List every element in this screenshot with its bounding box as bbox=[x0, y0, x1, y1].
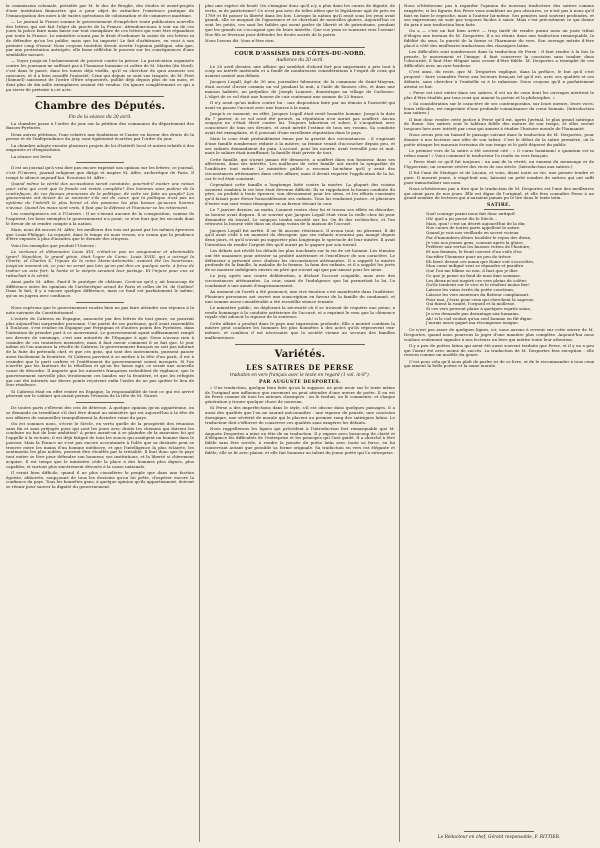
section-divider bbox=[235, 344, 365, 345]
verse-line: Par d'innombres désirs troubler le repos des dieux, bbox=[426, 234, 532, 240]
verse-line: Quel courage parmi nous fait donc antiqué! bbox=[426, 211, 516, 217]
paragraph: Il est un journal qu'à vrai dire pas encore exprimé son opinion sur les lettres; ce journal, c'est l'Univers, journal religieux que dirige et inspire M. Affre, archevêque de Paris. Il rompt le silence aujourd'hui. Écoutons M. Affre : bbox=[6, 165, 194, 180]
article-author: PAR AUGUSTE DESPORTES. bbox=[259, 379, 341, 385]
paragraph: — Le journal la Presse somme le gouvernement d'empêcher toute publication nouvelle des lettres qui ont fait l'objet du procès de la France. Attendons-nous à voir un de ces jours la police faire main basse sur tout exemplaire de ces lettres qui vont être répandues par toute la France. Le ministère n'aura pas le droit d'ordonner la saisie de ces lettres ni de défendre qu'on les publie; mais que lui importe! Le fait d'arbitraire, en voici à son premier coup d'essai! Nous croyons toutefois devoir avertir l'opinion publique, afin que, par une protestation anticipée, elle fasse réfléchir le pouvoir sur les conséquences d'une semblable mesure. bbox=[6, 18, 194, 57]
section-subheading: Audience du 20 avril. bbox=[276, 57, 324, 63]
paragraph: Nous l'avons dit. Vous n'êtes rien. bbox=[205, 37, 275, 43]
paragraph: Au moment où l'arrêt a été prononcé, une vive émotion s'est manifestée dans l'auditoire. Plusieurs personnes ont ouvert une souscription en faveur de la famille du condamné, et une somme assez considérable a été recueillie séance tenante. bbox=[205, 289, 395, 304]
verse-line: Je n'en demande pas davantage aux humains. bbox=[426, 310, 520, 316]
section-heading-varietes: Variétés. bbox=[274, 348, 326, 360]
paragraph: Nous rappellerons les lignes qui précèdent à l'introduction fort remarquable que M. Auguste Desportes a mise en tête de sa traduction. Il y expose avec beaucoup de clarté et d'élégance les difficultés de l'entreprise et les principes qui l'ont guidé. Il a cherché à être fidèle sans être servile, à rendre la pensée du poète latin avec toute sa force, en lui conservant autant que possible sa forme originale. Sa traduction en vers est élégante et fidèle; elle se lit avec plaisir, et elle fait honneur au talent du jeune poète qui l'a entreprise. bbox=[205, 425, 395, 455]
paragraph: plus une espèce de bruit! On s'imagine donc qu'il n'y a plus dans les cœurs de dignité, de vertu, ni de patriotisme? Ce n'est pas avec de telles idées que le législateur agit de près en 1789 et fit passer la liberté dans les lois. Lorsque la nation qu'il avait sous les yeux avait grandi, elle se moquait de l'ignorance et se cherchait de nouvelles gloires. Aujourd'hui ce sont les petits, ces sont les faibles qui osent parler de liberté et de patriotisme, pendant que les grands ne s'occupent que de leurs intérêts. Que vos yeux se tournent vers l'avenir! Nos fils se lèveront pour défendre les droits sacrés de la patrie. bbox=[205, 4, 395, 37]
paragraph: Nous avons pris au hasard le passage suivant dans la traduction de M. Desportes, pour donner à nos lecteurs une idée de son talent. C'est le début de la satire première, où le poète attaque les mauvais écrivains de son temps et le goût dépravé du public. bbox=[404, 132, 594, 147]
column-3 bbox=[404, 4, 594, 842]
column-rule bbox=[399, 4, 400, 842]
paragraph: La chambre adopte ensuite plusieurs projets de loi d'intérêt local et autres relatifs à des emprunts et d'impositions. bbox=[6, 142, 194, 153]
section-divider bbox=[235, 47, 365, 48]
paragraph: Le premier vers de la satire a été souvent cité : « O curas hominum! o quantum est in rebus inane! » Voici comment le traducteur l'a rendu en vers français. bbox=[404, 148, 594, 158]
paragraph: Les conséquences est à l'Univers : Il ne s'ensuit aucune de la conspiration, comme ils l'aspirent, les bons exemples le gouvernement n'a point, ce n'en font que les seconds dont le devoir de se rendre compte à la nation. bbox=[6, 211, 194, 226]
section-divider bbox=[76, 162, 124, 163]
paragraph: C'est ainsi, du reste, que M. Desportes explique, dans la préface, le but qu'il s'est proposé : faire connaître Perse aux lecteurs français tel qu'il est, avec ses qualités et ses défauts, sans chercher à l'embellir ni à le rabaisser. Nous croyons qu'il a parfaitement atteint ce but. bbox=[404, 69, 594, 89]
paragraph: Jusqu'à ce moment, en effet, Jacques Legall était resté honnête homme. Jusqu'à la date du 7 janvier, si ce vol avait été prouvé, sa réputation n'en aurait pas souffert. Aucun soupçon ne s'était élevé contre lui. Toujours laborieux et sobre, il s'acquittait avec conscience de tous ses devoirs, et avait mérité l'estime de tous ses voisins. Sa conduite avait été exemplaire, et il jouissait d'une excellente réputation dans le pays. bbox=[205, 110, 395, 135]
section-divider bbox=[36, 96, 164, 97]
verse-line: J'aurais assez gagné ma récompense insigne. bbox=[426, 320, 519, 326]
paragraph: Quand même la vérité des accusations serait constatée, pourrait-il exister une raison pour celui qui croit que la fraude est restée complète? Des hommes sans pudeur de la contrefaçon, de ces fausses promesses de la politique, de cette vie faite au peuple? Les gouvernants ont devoir de se souvenir s'ils ont du cœur, que la politique n'est pas un système de l'intérêt le plus borné et des passions les plus basses qu'aucun homme n'avoue. Quand les maux sont vrais, il faut que la défense et l'honneur se les retiennent. bbox=[6, 181, 194, 210]
paragraph: Jacques Legall, âgé de 30 ans, journalier laboureur, de la commune de Saint-Mayeux, était accusé d'avoir commis un vol pendant la nuit, à l'aide de fausses clés, et dans une maison habitée, au préjudice de Joseph Lonnest, domestique au village de Carhouec. L'objet de ce vol était une bourse de cuir contenant une somme de 23 francs. bbox=[205, 79, 395, 99]
verse-line: Laissez les vains écrits du poète courtisan; bbox=[426, 287, 515, 293]
paragraph: Ainsi parle M. Affre. Faut-il le protéger de château. Croit-on qu'il y ait beaucoup de différence entre les opinions de l'archevêque actuel de Paris et celles de M. de Quélen? Dans le fait, il y a encore quelque différence, mais ce fond est parfaitement le même, qu'on en jugera avec confiance. bbox=[6, 278, 194, 298]
section-divider bbox=[464, 831, 534, 832]
paragraph: Voici les exemples que produit l'Univers : bbox=[11, 242, 97, 248]
verse-line: Ah! si le ciel voulait qu'un seul homme en fût digne, bbox=[426, 315, 533, 321]
paragraph: « Sa considération sur le caractère de ses contemporains, sur leurs mœurs, leurs vices, leurs ridicules, est empreinte d'une profonde connaissance du cœur humain. (Introduction aux satires.) bbox=[404, 100, 594, 116]
verse-line: Si ces vers peuvent plaire à quelques esprits sains, bbox=[426, 306, 531, 312]
paragraph: Nous n'hésiterons pas à regarder l'opinion du nouveau traducteur des satires comme exagérée; si les figures des Perse vous semblent un peu obscures, ce n'est pas à nous qu'il faut en faire le reproche, mais à l'auteur lui-même. Ses pensées sont souvent profondes, et ses expressions ne sont pas toujours faciles à saisir. Mais c'est précisément ce qui donne du prix à une traduction bien faite. bbox=[404, 4, 594, 27]
column-rule bbox=[199, 4, 200, 842]
editor-signature: Le Rédacteur en chef, Gérant responsable, F. RITTIER. bbox=[437, 835, 561, 840]
paragraph: Le 20 avril dernier, une affaire qui semblait d'abord fort peu importante a pris tout à coup un intérêt inattendu et a fondé de nombreuses considérations à l'esprit de ceux qui avaient assisté aux débats. bbox=[205, 63, 395, 79]
section-subheading: Fin de la séance du 20 avril. bbox=[68, 114, 132, 120]
paragraph: Cependant cette famille a longtemps lutté contre la misère. La plupart des voisins savaient combien la vie leur était devenue difficile. Ils se rappelaient la bonne conduite du père, sa probité à toute épreuve, son dévouement pour les siens, et les efforts constants qu'il faisait pour élever honorablement ses enfants. Tous lui rendaient justice, et plusieurs d'entre eux sont venus témoigner en sa faveur devant la cour. bbox=[205, 181, 395, 206]
paragraph: La séance est levée. bbox=[11, 153, 53, 159]
paragraph: la commission coloniale, présidée par M. le duc de Broglie, des études et avant-projets d'une institution financière qui a pour objet de rattacher l'existence pratique de l'émancipation des noirs à de vastes opérations de colonisation et de commerce maritime. bbox=[6, 4, 194, 18]
article-subtitle: traduites en vers français avec le texte en regard (1 vol. in-8°). bbox=[229, 372, 371, 378]
paragraph: « Une traduction, quelque bien faite qu'on la suppose, ne peut avoir sur le texte même de l'original une influence que rarement on peut attendre d'une œuvre de poète. Il en est de Perse comme de tous les auteurs classiques : on le traduit, on le commente, et chaque génération y trouve quelque chose de nouveau. bbox=[205, 384, 395, 405]
verse-line: Eh bien! devant ces maux que Rome voit s'accroître, bbox=[426, 258, 535, 264]
section-heading-cour: COUR D'ASSISES DES CÔTES-DU-NORD. bbox=[234, 50, 366, 57]
paragraph: On a — c'est un fait bien avéré — trop tardé de rendre parmi nous un juste tribut d'éloges aux travaux de M. Desportes. Il a su réunir, dans une traduction remarquable, la fidélité du sens, la pureté de la forme et l'harmonie du vers. Son ouvrage mérite d'être placé à côté des meilleures traductions des classiques latins. bbox=[404, 28, 594, 48]
paragraph: Jacques Legall fut arrêté. Il ne fit aucune résistance. Il avoua tout, en pleurant. Il dit qu'il avait cédé à un moment de désespoir, que ses enfants n'avaient pas mangé depuis deux jours, et qu'il n'avait pu supporter plus longtemps le spectacle de leur misère. Il avait l'intention de rendre l'argent dès qu'il aurait pu le gagner par son travail. bbox=[205, 227, 395, 247]
paragraph: Il fut l'ami de Sénèque et de Lucain, et vous, disait toute sa vie, une pensée tendre et pure. Il mourut jeune, à vingt-huit ans, laissant un petit nombre de satires qui ont suffi pour immortaliser son nom. bbox=[404, 170, 594, 185]
section-divider bbox=[484, 209, 514, 210]
paragraph: On est sommes nous, s'écrie le Siècle, en vertu quelle de la prospérité des réunions sans fin et sans préjugés pour qui sont les jours avec droits les chemins qui doivent les conduire au but de leur ambition? À peine aurait-on à se plaindre de la mauvaise foi qui l'appelle à la victoire; il est déjà fatigué de tous les soucis qui assiègent un homme dans le pouvoir. Mais la France ne s'est pas encore accoutumée à l'idée que sa destinée peut se trouver entre les mains d'un homme médiocre, et que l'intelligence la plus éclairée, les sentiments les plus nobles, peuvent être étouffés par la trivialité. Il faut donc que le pays tout entier se lève pour défendre son honneur, ses institutions, et la liberté si chèrement acquise. Il est temps que le ministère cède la place à des hommes plus dignes, plus capables, et surtout plus sincèrement dévoués à la cause nationale. bbox=[6, 420, 194, 469]
verse-line: Ce que je pense au fond de mon âme soumise. bbox=[426, 272, 522, 278]
paragraph: Nous n'hésiterons pas à dire que la traduction de M. Desportes est l'une des meilleures qui aient paru de nos jours. Elle est digne de l'original, et elle fera connaître Perse à un grand nombre de lecteurs qui n'auraient jamais pu le lire dans le texte latin. bbox=[404, 185, 594, 201]
paragraph: Si Perse a des imperfections dans le style, s'il est obscur dans quelques passages, il a aussi des qualités que l'on ne saurait méconnaître : une vigueur de pensée, une concision énergique, une sévérité de morale qui le placent au premier rang des satiriques latins. Le traducteur doit s'efforcer de conserver ces qualités sans exagérer les défauts. bbox=[205, 405, 395, 425]
verse-line: Quand je vois nos vieillards en secret vicieux bbox=[426, 230, 519, 236]
paragraph: « Perse est tout entier dans ses satires, il est un de ceux dont les ouvrages méritent le plus d'être étudiés par tous ceux qui aiment la poésie et la philosophie. » bbox=[404, 89, 594, 100]
paragraph: Il faut donc rendre cette justice à Perse qu'il est, après Juvénal, le plus grand satirique de Rome. Ses satires sont le tableau fidèle des mœurs de son temps, et elles seront toujours lues avec intérêt par ceux qui aiment à étudier l'histoire morale de l'humanité. bbox=[404, 116, 594, 131]
verse-line: Sacrifier l'honneur pour un peu de trésor. bbox=[426, 253, 512, 259]
paragraph: Le ministère public, en déplorant la nécessité où il se trouvait de requérir une peine, a rendu hommage à la conduite antérieure de l'accusé, et a exprimé le vœu que la clémence royale vînt adoucir la rigueur de la sentence. bbox=[205, 304, 395, 320]
satire-heading: SATIRE. bbox=[487, 203, 511, 208]
paragraph: Cette affaire a produit dans le pays une impression profonde. Elle a montré combien la misère peut conduire les hommes les plus honnêtes à des actes qu'ils réprouvent eux-mêmes, et combien il est nécessaire que la société vienne au secours des familles malheureuses. bbox=[205, 320, 395, 340]
verse-line: Oh! quel a pu pensé dis le Siècle... bbox=[426, 215, 498, 221]
verse-line: Pour moi, j'écris pour ceux qui cherchent la sagesse, bbox=[426, 296, 535, 302]
paragraph: Ce n'est pas assez de quelques lignes, ici; nous aurons à revenir sur cette œuvre de M. Desportes, quand nous pourrons la juger d'une manière plus complète. Aujourd'hui nous voulons seulement signaler à nos lecteurs un livre qui mérite toute leur attention. bbox=[404, 327, 594, 342]
verse-line: Mais, quoi! c'est un décret aujourd'hui de la dix; bbox=[426, 220, 526, 226]
paragraph: — Voyez jusqu'où l'acharnement de pouvoir contre la presse. La persécution organisée contre les journaux ne suffisait pas à l'honneur humaine et colère de M. Martin (du Nord), c'est dans le passé, dans les tomes déjà vieillis, qu'il va chercher de quoi assouvir ses rancunes, et il a bien assoiffé l'autorité, Ceux qui depuis se sont vus traqués, de M. Pitet (Samuel) saisissent de l'ordre d'être séquestrés, publié déjà depuis plus de six mois, et dont plus de dix mille exemplaires avaient été vendus. On ignore complètement ce qui a pu servir de prétexte à cet acte. bbox=[6, 58, 194, 92]
paragraph: Si Cabrera était en effet rentré en Espagne, la responsabilité de tout ce qui est arrivé pèserait sur le cabinet qui aurait permis l'évasion de la tête de M. Guizot. bbox=[6, 388, 194, 399]
verse-line: Qui fuient la vanité, l'orgueil et la mollesse. bbox=[426, 301, 516, 307]
column-1 bbox=[6, 4, 194, 842]
paragraph: Deux autres pétitions, l'une relative aux fondations et l'autre en faveur des droits de la presse et de l'indépendance du jury, sont également écartées par l'ordre du jour. bbox=[6, 131, 194, 142]
paragraph: C'est pour cela qu'il nous plaît de parler ici de ce livre, et de le recommander à tous ceux qui aiment la belle poésie et la saine morale. bbox=[404, 358, 594, 369]
paragraph: Les débats ont révélé les détails les plus touchants sur la vie de cet homme. Les témoins ont été unanimes pour attester sa probité antérieure et l'excellence de son caractère. Le défenseur a présenté avec chaleur les circonstances atténuantes. Il a rappelé la misère profonde de la famille, la maladie de la femme, la faim des enfants, et il a supplié les jurés de se montrer indulgents envers un père qui n'avait agi que par amour pour les siens. bbox=[205, 248, 395, 273]
paragraph: Nous espérons que le gouvernement voudra bien ne pas faire attendre son réponse à la note suivante du Constitutionnel : bbox=[6, 304, 194, 315]
verse-line: Laissez les vers menteurs du flatteur complaisant. bbox=[426, 291, 530, 297]
paragraph: Mais, nous dit encore M. Affre, les meilleurs des rois ont passé par les mêmes épreuves que Louis-Philippe. La royauté, dans le temps où nous vivons, n'a connu que la prudence d'être exposée à plus d'insultes que le dernier des citoyens. bbox=[6, 226, 194, 242]
paragraph: Il serait bien difficile, quand il ne plus considérer le peuple que dans une faction égoïste, abhorrée, soupçonné de tous les desseins qu'on lui prête, d'espérer encore la confiance du pays. Tous les honnêtes gens, à quelque opinion qu'ils appartiennent, doivent se réunir pour sauver la dignité du gouvernement. bbox=[6, 469, 194, 489]
verse-line: Les dieux m'ont inspiré ces vers pleins de colère; bbox=[426, 277, 528, 283]
paragraph: Le 7 janvier dernier, au matin, Lonnest rentra chez lui et trouva ses effets en désordre, sa bourse avait disparu. Il se souvint que Jacques Legall était venu la veille chez lui pour demander du travail. Le soupçon tomba aussitôt sur lui. On fit des recherches, et l'on retrouva la bourse vide dans un champ voisin de la maison de l'accusé. bbox=[205, 207, 395, 227]
verse-line: Et nos femmes, le front couvert d'un voile d'or, bbox=[426, 249, 523, 255]
verse-line: Je vois nos jeunes gens, courant après la gloire, bbox=[426, 239, 525, 245]
paragraph: « Perse était ce qu'il fut toujours : un ami de la vérité, un ennemi du mensonge et de l'hypocrisie, un censeur sévère des vices de son siècle. (Introduction aux satires.) bbox=[404, 159, 594, 169]
paragraph: De toutes parts s'élèvent des cris de détresse. À quelque opinion qu'on appartienne, on se demande en tremblant s'il doit être donné au ministère qui est aujourd'hui à la tête de nos affaires de sommeiller tranquillement la dernière ruine du pays. bbox=[6, 405, 194, 420]
paragraph: La chambre passe à l'ordre du jour sur la pétition des communes du département des Basses-Pyrénées. bbox=[6, 120, 194, 131]
paragraph: Le vertueux et débonnaire Louis XVI, n'était-ce pas un sanguinaire et abominable tyran? Napoléon, le grand génie, était l'ogre de Corse. Louis XVIII, qui a octroyé la Charte, et Charles X, l'époux de la reine Marie-Antoinette, avaient été les bourreaux, jusqu'au moment où, ce jour ne serait pas loin qu'on put dire en quelque sorte, à force de traîner un acte fort, la honte et le mépris seraient leur partage. Et l'injure pour eux se rattachait à la vérité. bbox=[6, 248, 194, 278]
footer-signature-block bbox=[404, 829, 594, 840]
section-divider bbox=[76, 402, 124, 403]
verse-line: Nos cœurs de toutes parts appellent la satire. bbox=[426, 225, 521, 231]
section-divider bbox=[76, 302, 124, 303]
paragraph: Il y a peu de poètes latins qui aient été aussi souvent traduits que Perse, et il y en a peu qui l'aient été avec moins de succès. La traduction de M. Desportes fera exception : elle restera comme un modèle du genre. bbox=[404, 342, 594, 358]
paragraph: Mais la cour était profondément émue par la gravité des circonstances : il s'agissait d'une famille nombreuse réduite à la misère; sa femme venait d'accoucher depuis peu, et ses enfants demandaient du pain. L'accusé, pour les nourrir, avait travaillé jour et nuit, mais le salaire était insuffisant; la famille était privée de tout. bbox=[205, 136, 395, 156]
paragraph: Il n'y avait qu'un indice contre lui : une disposition faite par un témoin à l'autorité qui avait vu passer l'accusé avec une bourse à la main. bbox=[205, 99, 395, 110]
verse-line: Préférer aux vertus les fausses vertus de l'histoire; bbox=[426, 244, 531, 250]
section-heading-chambre: Chambre des Députés. bbox=[34, 100, 166, 112]
article-title-satires: LES SATIRES DE PERSE bbox=[246, 362, 354, 372]
column-2 bbox=[205, 4, 395, 842]
paragraph: Les difficultés sont nombreuses dans la traduction de Perse : il faut rendre à la fois la pensée, le mouvement et l'image; il faut conserver la concision sans tomber dans l'obscurité; il faut être élégant sans cesser d'être fidèle. M. Desportes a triomphé de ces difficultés avec un rare bonheur. bbox=[404, 48, 594, 68]
paragraph: Cette famille, qui n'avait jamais été dénoncée, a souffert dans son honneur, dans ses affections, dans ses intérêts. Les malheurs de cette famille ont excité la sympathie de l'auditoire tout entier. Le ministère public a reconnu lui-même qu'il y avait des circonstances atténuantes dans cette affaire; mais il devait requérir l'application de la loi, car le vol était constant. bbox=[205, 156, 395, 181]
verse-line: Qu'ils tombent sur le vice et le rendent moins fier! bbox=[426, 282, 530, 288]
verse-line: Que l'on me blâme ou non, il faut que je dise bbox=[426, 268, 518, 274]
verse-line: Mon cœur indigné veut se répandre et paraître. bbox=[426, 263, 525, 269]
paragraph: Le jury, après une courte délibération, a déclaré l'accusé coupable, mais avec des circonstances atténuantes. La cour, usant de l'indulgence que lui permettait la loi, l'a condamné à une année d'emprisonnement. bbox=[205, 273, 395, 288]
paragraph: L'entrée de Cabrera en Espagne, annoncée par des lettres de tout genre, ne pourrait plus aujourd'hui surprendre personne. Une partie de ses partisans, qu'il avait rassemblés à Toulouse, s'est rendue en Espagne par Perpignan et d'autres points des Pyrénées, dans l'intention de prendre part à ce mouvement. Le gouvernement ayant suffisamment rempli ses devoirs de voisinage, c'est aux autorités de l'Espagne à agir. Nous n'avons rien à craindre de ces tentatives insensées; mais il faut savoir comment il se fait que, le jour même où l'on annonce la révolte de Cabrera, le gouvernement français ne soit pas informé de la fuite du prétendu chef, et que ces gens, qui sont des instruments, puissent passer aussi facilement la frontière. Si Cabrera parvient à se mettre à la tête d'un parti, il est à craindre que le parti carliste et l'entêtement du gouvernement soient invoqués. Si l'on n'arrête pas les fauteurs de la rébellion et qu'on les laisse agir, ce serait une nouvelle cause de désordre. Il importe que les autorités françaises redoublent de vigilance, que le gouvernement surveille plus étroitement ces bandes sur la frontière, et que les réfugiés qui ont été internés sur divers points reçoivent enfin l'ordre de ne pas quitter le lieu de leur résidence. bbox=[6, 315, 194, 388]
